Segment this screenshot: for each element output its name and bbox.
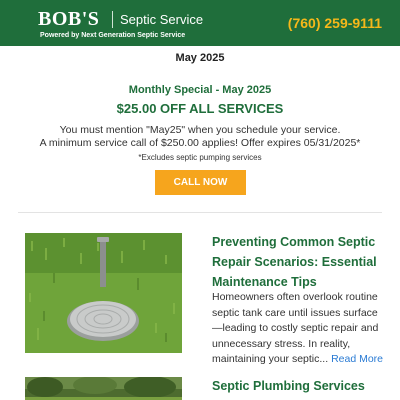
yard-trees-illustration [25, 377, 182, 400]
read-more-link[interactable]: Read More [331, 353, 384, 365]
brand-logo[interactable]: BOB'S [38, 8, 100, 30]
article-title-maintenance[interactable]: Preventing Common Septic Repair Scenarios: Essential Maintenance Tips [212, 235, 377, 289]
special-offer-headline: $25.00 OFF ALL SERVICES [116, 101, 284, 116]
septic-lid-illustration [25, 233, 182, 353]
article-excerpt-text: Homeowners often overlook routine septic tank care until issues surface—leading to costly septic repair and unnecessary stress. In reality, maintaining your septic... [212, 291, 379, 365]
article-excerpt-maintenance [212, 290, 387, 368]
section-divider [18, 212, 382, 213]
special-condition-code: You must mention "May25" when you schedule your service. [59, 124, 341, 136]
special-condition-minimum: A minimum service call of $250.00 applies! Offer expires 05/31/2025* [39, 137, 361, 149]
phone-link[interactable]: (760) 259-9111 [287, 15, 382, 31]
logo-divider [112, 11, 113, 28]
header-banner [0, 0, 400, 46]
yard-trees-photo[interactable] [25, 377, 182, 400]
article-title-plumbing[interactable]: Septic Plumbing Services [212, 379, 365, 393]
special-exclusion-note: *Excludes septic pumping services [138, 153, 262, 162]
call-now-button[interactable]: CALL NOW [155, 170, 246, 195]
septic-lid-in-grass-photo[interactable] [25, 233, 182, 353]
brand-subtitle: Septic Service [120, 12, 204, 27]
special-title: Monthly Special - May 2025 [128, 84, 272, 96]
brand-tagline: Powered by Next Generation Septic Service [40, 32, 186, 39]
issue-date: May 2025 [175, 52, 225, 64]
